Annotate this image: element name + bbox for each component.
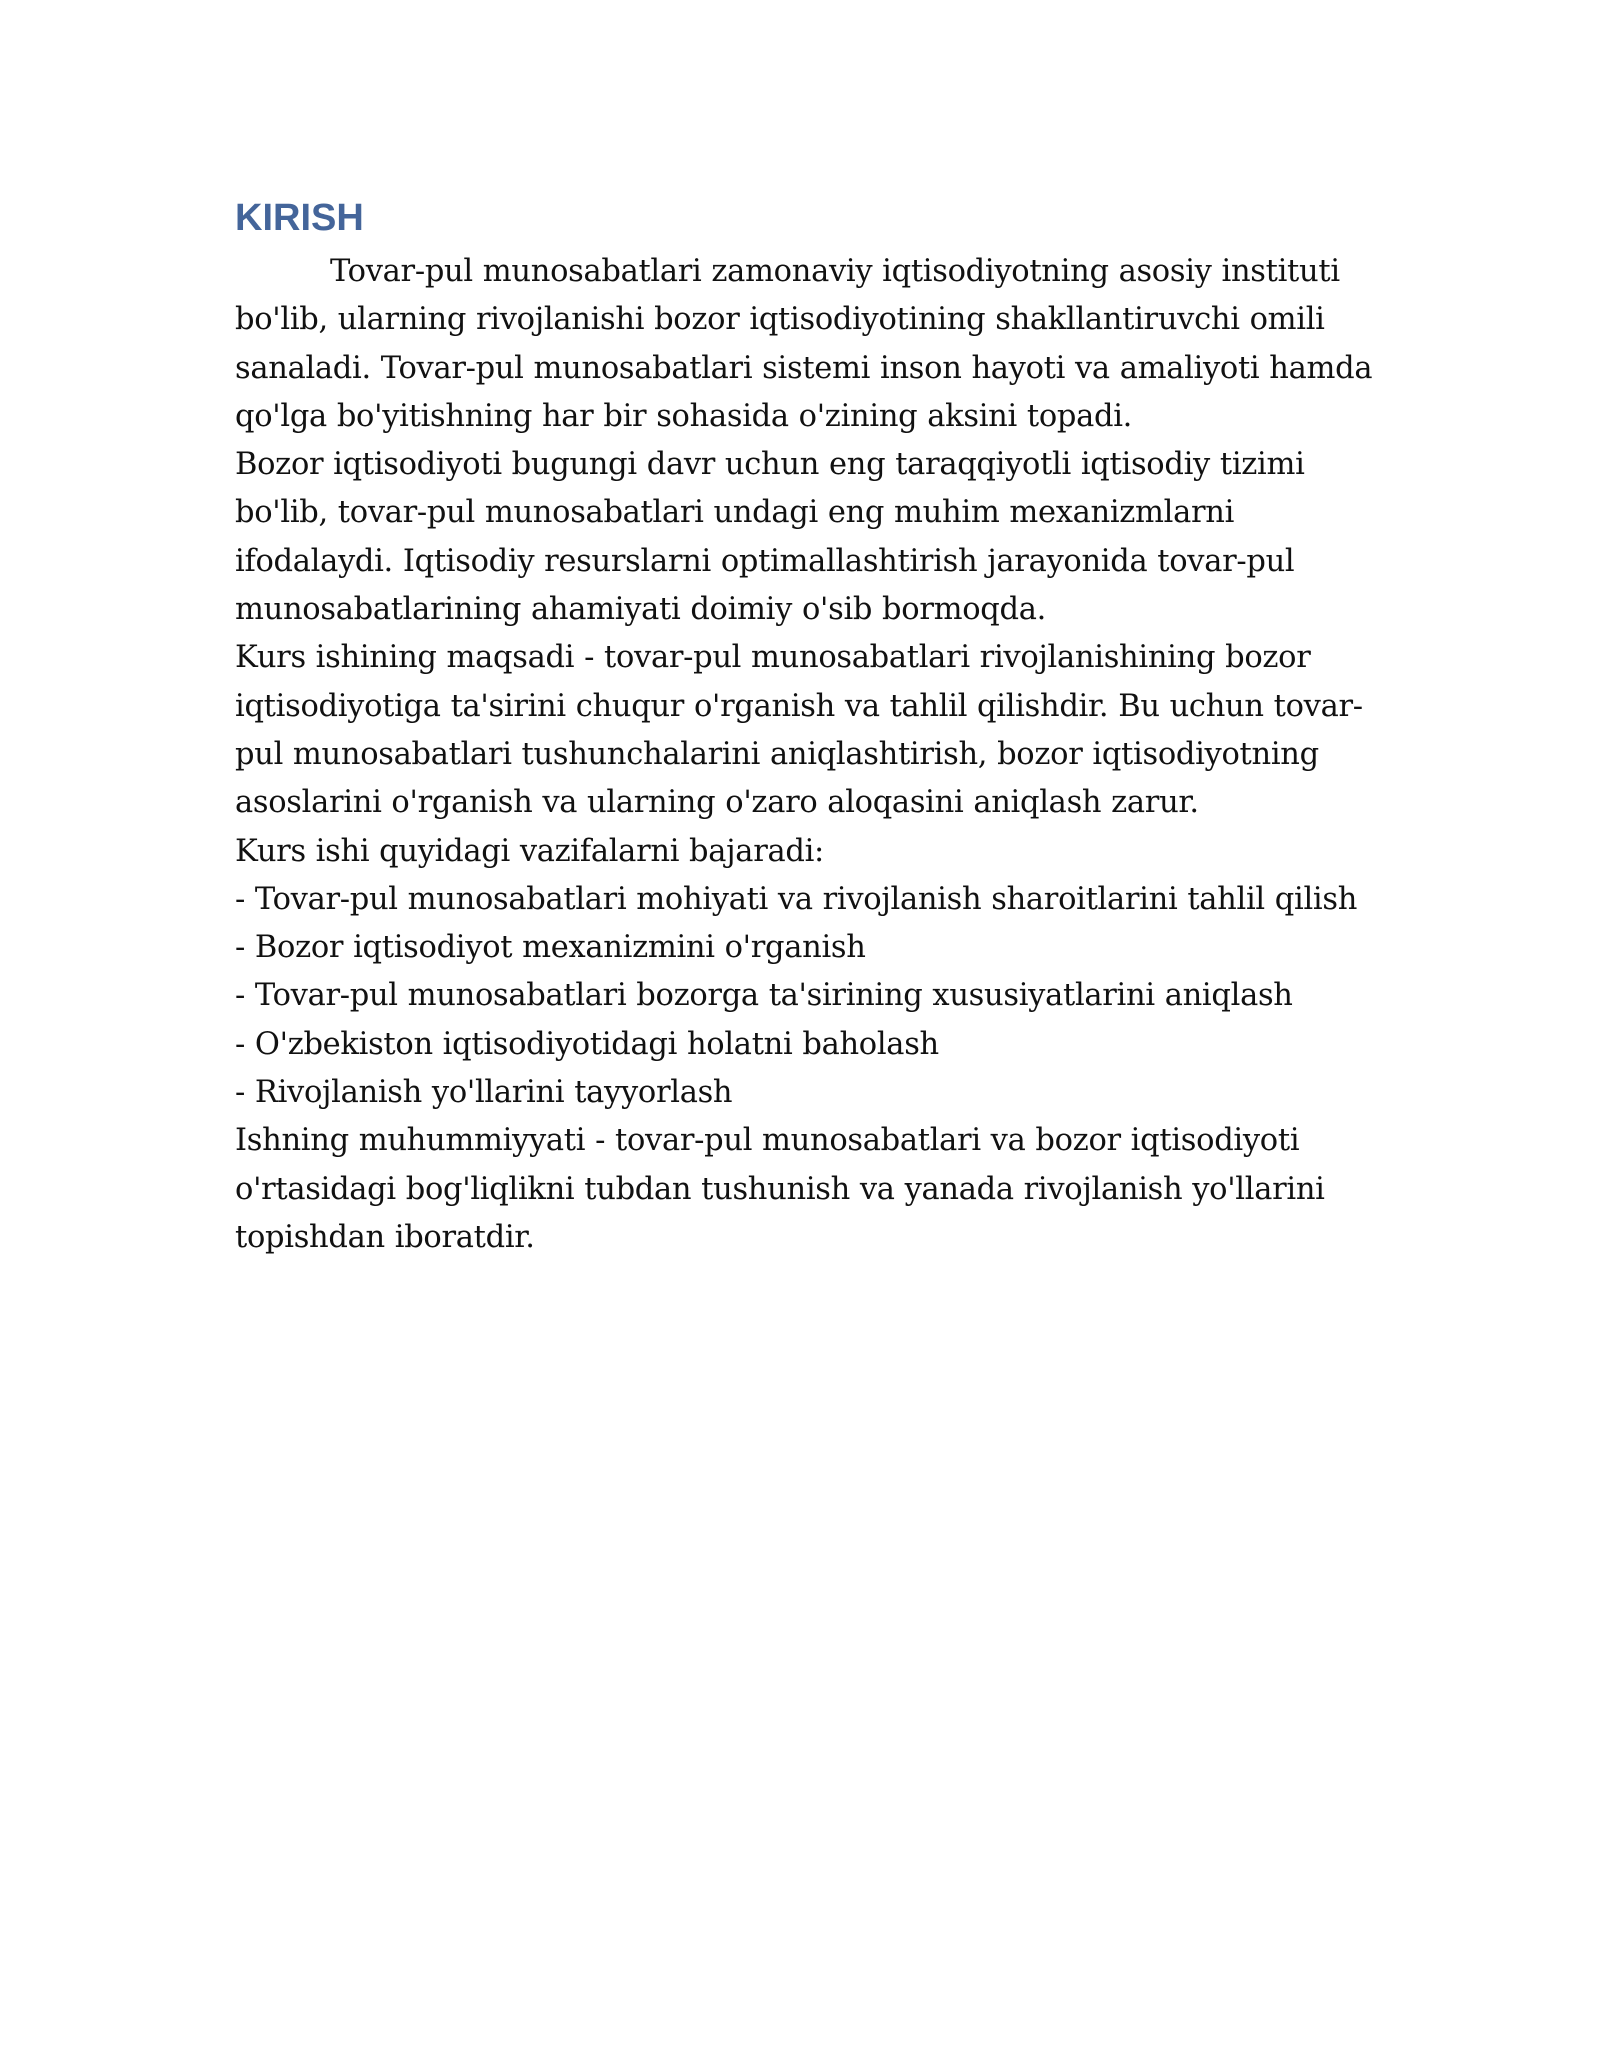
- text-line: topishdan iboratdir.: [235, 1219, 535, 1255]
- text-line: Kurs ishi quyidagi vazifalarni bajaradi:: [235, 833, 825, 869]
- list-item: - Rivojlanish yo'llarini tayyorlash: [235, 1075, 733, 1111]
- section-heading: KIRISH: [235, 197, 364, 239]
- text-line: o'rtasidagi bog'liqlikni tubdan tushunish va yanada rivojlanish yo'llarini: [235, 1171, 1325, 1207]
- list-item: - Tovar-pul munosabatlari mohiyati va rivojlanish sharoitlarini tahlil qilish: [235, 881, 1358, 917]
- text-line: bo'lib, tovar-pul munosabatlari undagi eng muhim mexanizmlarni: [235, 495, 1235, 531]
- body-text: [235, 248, 1385, 1262]
- text-line: Bozor iqtisodiyoti bugungi davr uchun eng taraqqiyotli iqtisodiy tizimi: [235, 447, 1305, 483]
- page-content: [235, 188, 1385, 1262]
- text-line: ifodalaydi. Iqtisodiy resurslarni optimallashtirish jarayonida tovar-pul: [235, 543, 1295, 579]
- text-line: iqtisodiyotiga ta'sirini chuqur o'rganish va tahlil qilishdir. Bu uchun tovar-: [235, 688, 1363, 724]
- text-line: Ishning muhummiyyati - tovar-pul munosabatlari va bozor iqtisodiyoti: [235, 1123, 1300, 1159]
- list-item: - O'zbekiston iqtisodiyotidagi holatni baholash: [235, 1026, 939, 1062]
- text-line: bo'lib, ularning rivojlanishi bozor iqtisodiyotining shakllantiruvchi omili: [235, 302, 1325, 338]
- list-item: - Tovar-pul munosabatlari bozorga ta'sirining xususiyatlarini aniqlash: [235, 978, 1293, 1014]
- text-line: Kurs ishining maqsadi - tovar-pul munosabatlari rivojlanishining bozor: [235, 640, 1311, 676]
- text-line: asoslarini o'rganish va ularning o'zaro aloqasini aniqlash zarur.: [235, 785, 1199, 821]
- text-line: pul munosabatlari tushunchalarini aniqlashtirish, bozor iqtisodiyotning: [235, 736, 1319, 772]
- list-item: - Bozor iqtisodiyot mexanizmini o'rganish: [235, 930, 866, 966]
- text-line: qo'lga bo'yitishning har bir sohasida o'zining aksini topadi.: [235, 398, 1133, 434]
- text-line: Tovar-pul munosabatlari zamonaviy iqtisodiyotning asosiy instituti: [330, 254, 1340, 289]
- text-line: munosabatlarining ahamiyati doimiy o'sib bormoqda.: [235, 592, 1047, 628]
- text-line: sanaladi. Tovar-pul munosabatlari sistemi inson hayoti va amaliyoti hamda: [235, 350, 1373, 386]
